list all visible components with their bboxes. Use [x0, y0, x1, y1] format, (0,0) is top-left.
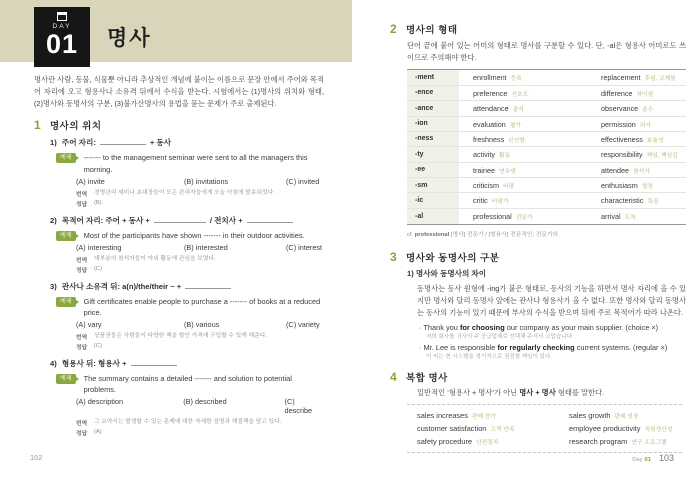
example-row: [50, 373, 324, 395]
fill-blank: [154, 216, 206, 223]
example-row: [50, 152, 324, 174]
compound-row: customer satisfaction 고객 만족 employee productivity 직원생산성: [417, 424, 673, 434]
table-row: -ment enrollment 등록 replacement 후임, 교체물: [407, 70, 686, 85]
compound-noun-box: [407, 404, 682, 453]
chapter-intro: 명사란 사람, 동물, 식물뿐 아니라 추상적인 개념에 붙이는 이름으로 문장 안에서 주어와 목적어 자리에 오고 형용사나 소유격 뒤에서 수식을 받는다. 시험에서는 (1)명사의 위치와 형태, (2)명사와 동명사의 구분, (3)불가산명사의 용법을 묻는 문제가 주로 출제된다.: [34, 75, 324, 108]
page-number-right: 103: [658, 453, 674, 463]
example-sentence: The summary contains a detailed ------- and solution to potential problems.: [83, 373, 292, 395]
page-number-left: 102: [30, 453, 43, 462]
answer-choices: (A) description (B) described (C) describe: [76, 397, 313, 416]
section4-number: 4: [390, 370, 397, 385]
section2-title: 명사의 형태: [406, 25, 458, 36]
chapter-title: 명사: [107, 27, 152, 50]
left-content: [0, 62, 352, 437]
practice-item-1: [50, 137, 324, 207]
footer-day-label: Day: [632, 457, 643, 463]
example-row: [50, 230, 324, 241]
section3-heading: [390, 250, 686, 264]
bullet-translation: 이 씨는 현 시스템을 정기적으로 점검할 책임이 있다.: [426, 354, 552, 361]
item-heading: 2) 목적어 자리: 주어 + 동사 + / 전치사 +: [50, 215, 324, 226]
answer-choices: (A) invite (B) invitations (C) invited: [76, 176, 320, 186]
suffix-table: [407, 69, 686, 225]
practice-item-2: [50, 215, 324, 274]
answer-row: 정답 (C): [76, 342, 103, 351]
section1-number: 1: [34, 118, 41, 133]
answer-row: 정답 (B): [76, 199, 102, 208]
fill-blank: [131, 359, 177, 366]
day-number: 01: [45, 29, 79, 59]
section2-number: 2: [390, 22, 397, 36]
table-row: -ance attendance 출석 observance 준수: [407, 101, 686, 116]
chapter-header-band: [0, 0, 352, 62]
practice-item-3: [50, 281, 324, 351]
page-footer-right: [632, 453, 674, 463]
fill-blank: [247, 216, 293, 223]
section4-intro: 일반적인 ‘형용사 + 명사’가 아닌 명사 + 명사 형태를 말한다.: [417, 388, 605, 398]
section4-heading: [390, 370, 686, 384]
section3-body: [390, 268, 686, 360]
answer-row: 정답 (A): [76, 429, 102, 438]
item-heading: 3) 관사나 소유격 뒤: a(n)/the/their ~ +: [50, 281, 324, 292]
example-sentence: Most of the participants have shown ------- in their outdoor activities.: [83, 230, 305, 240]
example-bullet-1: · Thank you for choosing our company as your main supplier. (choice ×) 저희 회사를 귀사의 주 공급업체로 선택해 주셔서 고맙습니다.: [407, 323, 686, 340]
example-row: [50, 296, 324, 318]
section1-heading: [34, 118, 324, 132]
section4-title: 복합 명사: [406, 373, 448, 385]
translation-row: 번역 경영관리 세미나 초대장들이 모든 관리자들에게 오늘 아침에 발송되었다.: [76, 189, 275, 198]
table-row: -ence preference 선호도 difference 차이점: [407, 86, 686, 101]
fill-blank: [100, 138, 146, 145]
table-row: -ic critic 비평가 characteristic 특징: [407, 193, 686, 208]
example-bullet-2: · Mr. Lee is responsible for regularly checking current systems. (regular ×) 이 씨는 현 시스템을 정기적으로 점검할 책임이 있다.: [407, 343, 686, 360]
item-heading: 4) 형용사 뒤: 형용사 +: [50, 358, 324, 369]
table-row: -ee trainee 연수생 attendee 참석자: [407, 163, 686, 178]
translation-row: 번역 대부분의 참석자들이 야외 활동에 관심을 보였다.: [76, 255, 216, 264]
right-content: [352, 0, 700, 453]
section2-body: [390, 40, 686, 238]
fill-blank: [185, 282, 231, 289]
table-row: -ness freshness 신선함 effectiveness 효율성: [407, 132, 686, 147]
section3-title: 명사와 동명사의 구분: [406, 253, 500, 265]
example-badge: 예제: [56, 297, 76, 307]
calendar-icon: [57, 12, 67, 21]
answer-choices: (A) vary (B) various (C) variety: [76, 319, 320, 329]
section1-title: 명사의 위치: [50, 121, 102, 133]
translation-row: 번역 상품권들은 사람들이 다양한 책을 할인 가격에 구입할 수 있게 해준다.: [76, 332, 267, 341]
table-row: -sm criticism 비평 enthusiasm 열정: [407, 178, 686, 193]
page-right: [352, 0, 700, 478]
item-heading: 1) 주어 자리: + 동사: [50, 138, 172, 148]
table-row: -al professional 전문가 arrival 도착: [407, 209, 686, 224]
cf-note: cf. professional [명사] 전문가 / [형용사] 전문적인, 전문가의: [407, 232, 559, 239]
answer-row: 정답 (C): [76, 265, 103, 274]
example-sentence: Gift certificates enable people to purchase a ------- of books at a reduced price.: [83, 296, 321, 317]
section4: [390, 370, 686, 453]
bullet-translation: 저희 회사를 귀사의 주 공급업체로 선택해 주셔서 고맙습니다.: [426, 334, 574, 341]
example-sentence: ------- to the management seminar were sent to all the managers this morning.: [83, 153, 308, 174]
section2-intro: 단어 끝에 붙어 있는 어미의 형태로 명사를 구분할 수 있다. 단, -al은 형용사 어미로도 쓰이므로 주의해야 한다.: [407, 41, 686, 62]
example-badge: 예제: [56, 231, 76, 241]
table-row: -ty activity 활동 responsibility 책임, 책임감: [407, 147, 686, 162]
section3-subheading: 1) 명사와 동명사의 차이: [407, 269, 487, 279]
section1-items: [34, 137, 324, 437]
compound-row: safety procedure 안전절차 research program 연구 프로그램: [417, 437, 667, 447]
day-label: DAY: [52, 23, 72, 30]
practice-item-4: [50, 358, 324, 437]
translation-row: 번역 그 요약서는 발생할 수 있는 문제에 대한 자세한 설명과 해결책을 담고 있다.: [76, 419, 282, 428]
example-badge: 예제: [56, 153, 76, 163]
answer-choices: (A) interesting (B) interested (C) interest: [76, 242, 323, 252]
table-row: -ion evaluation 평가 permission 허가: [407, 117, 686, 132]
footer-day-number: 01: [644, 457, 651, 463]
section3-number: 3: [390, 250, 397, 265]
compound-row: sales increases 판매 증가 sales growth 판매 성장: [417, 411, 639, 421]
section3-paragraph: 동명사는 동사 원형에 -ing가 붙은 형태로, 동사의 기능을 하면서 명사 자리에 올 수 있지만 명사와 달리 동명사 앞에는 관사나 형용사가 올 수 없다. 또한 명사와 달리 동명사는 동사의 기능이 있기 때문에 부사의 수식을 받으며 뒤에 주로 목적어가 따라 나온다.: [417, 284, 686, 317]
section2-heading: [390, 22, 686, 36]
example-badge: 예제: [56, 374, 76, 384]
section4-body: [390, 388, 686, 453]
day-box: [34, 7, 90, 67]
